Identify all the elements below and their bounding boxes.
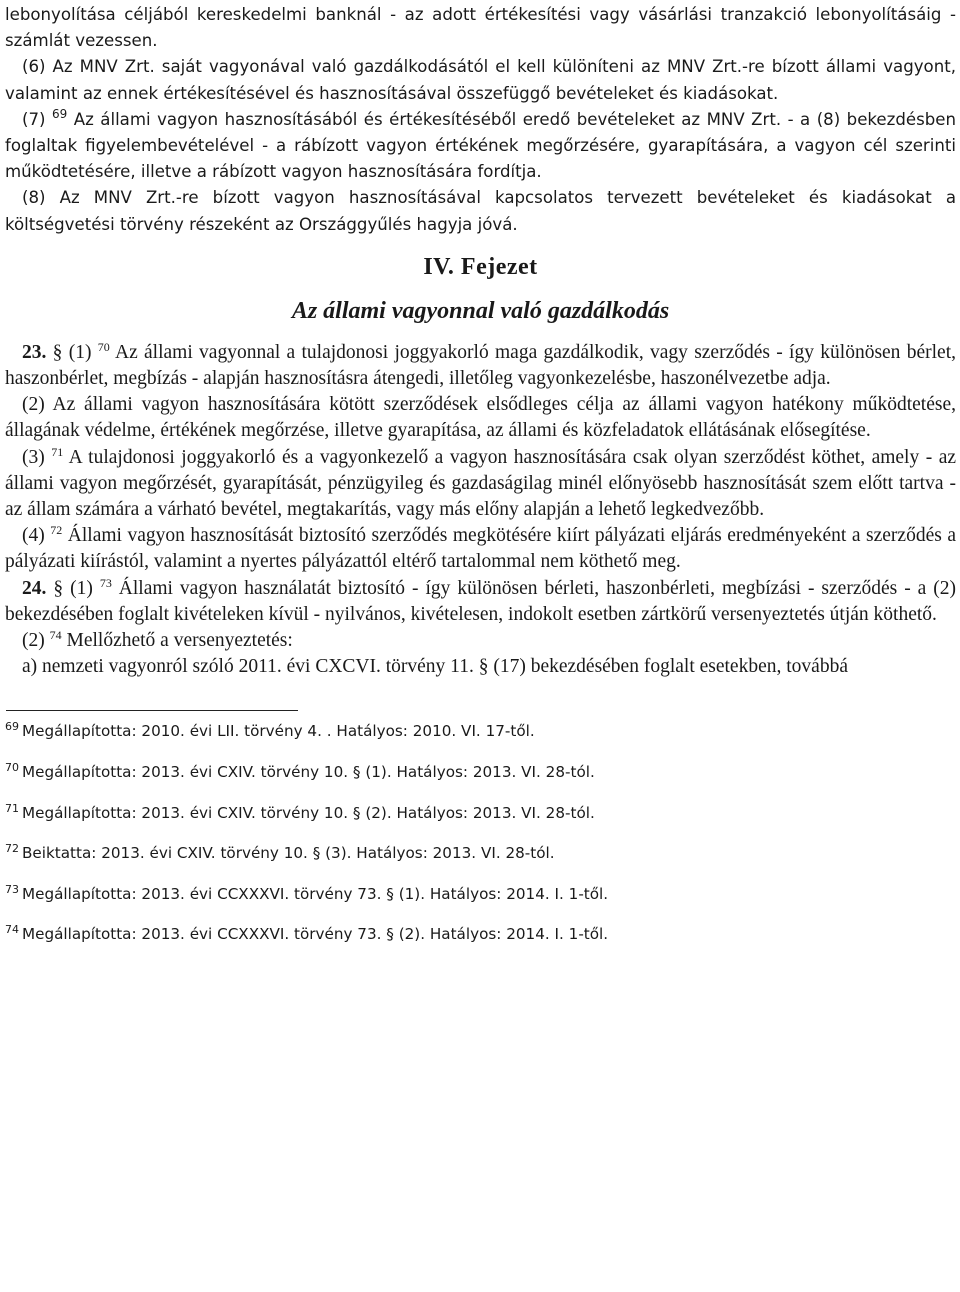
- footnote-text: Megállapította: 2013. évi CCXXXVI. törvény 73. § (2). Hatályos: 2014. I. 1-től.: [22, 925, 609, 944]
- footnote-ref-71[interactable]: 71: [51, 444, 64, 459]
- section-23-number: 23.: [22, 341, 47, 363]
- section-23-paragraph-1: [5, 340, 956, 392]
- section-sign: §: [46, 577, 71, 599]
- paragraph-6: (6) Az MNV Zrt. saját vagyonával való gazdálkodásától el kell különíteni az MNV Zrt.-re bízott állami vagyont, valamint az ennek értékesítésével és hasznosításával összefüggő bevételeket és kiadásokat.: [5, 57, 956, 103]
- section-sign: §: [46, 341, 69, 363]
- section-24-1-text: Állami vagyon használatát biztosító - így különösen bérleti, haszonbérleti, megbízási - szerződés - a (2) bekezdésében foglalt kivételeken kívül - nyilvános, kivételesen, indokolt esetben zártkörű versenyeztetés útján köthető.: [5, 577, 957, 625]
- chapter-number: IV. Fejezet: [423, 253, 538, 280]
- footnote-number: 73: [5, 882, 19, 896]
- footnote-number: 70: [5, 761, 19, 775]
- section-23-4-number: (4): [22, 525, 45, 547]
- section-23-paragraph-2: (2) Az állami vagyon hasznosítására kötött szerződések elsődleges célja az állami vagyon hatékony működtetése, állagának védelme, értékének megőrzése, illetve gyarapítása, az állami és közfeladatok ellátásának elősegítése.: [5, 394, 956, 442]
- section-23-paragraph-4: [5, 523, 956, 575]
- footnote-text: Megállapította: 2010. évi LII. törvény 4. . Hatályos: 2010. VI. 17-től.: [22, 722, 535, 741]
- footnote-number: 74: [5, 923, 19, 937]
- footnotes: [5, 710, 956, 944]
- paragraph-continuation: lebonyolítása céljából kereskedelmi banknál - az adott értékesítési vagy vásárlási tranzakció lebonyolításáig - számlát vezessen.: [5, 5, 956, 51]
- section-23-3-number: (3): [22, 446, 45, 468]
- footnote-ref-74[interactable]: 74: [49, 628, 62, 643]
- footnote-70: [5, 762, 956, 782]
- footnote-text: Megállapította: 2013. évi CXIV. törvény 10. § (2). Hatályos: 2013. VI. 28-tól.: [22, 803, 595, 822]
- footnote-ref-70[interactable]: 70: [97, 339, 110, 354]
- section-23-paragraph-3: [5, 445, 956, 524]
- section-24-point-a: a) nemzeti vagyonról szóló 2011. évi CXCVI. törvény 11. § (17) bekezdésében foglalt esetekben, továbbá: [22, 656, 848, 678]
- section-23-1-number: (1): [68, 341, 92, 363]
- footnote-number: 69: [5, 720, 19, 734]
- footnote-separator: [6, 710, 298, 711]
- section-23-1-text: Az állami vagyonnal a tulajdonosi joggyakorló maga gazdálkodik, vagy szerződés - így különösen bérlet, haszonbérlet, megbízás - alapján hasznosításra átengedi, illetőleg vagyonkezelésbe, haszonélvezetbe adja.: [5, 341, 956, 390]
- footnote-69: [5, 721, 956, 741]
- section-24-2-number: (2): [22, 630, 45, 652]
- footnote-73: [5, 884, 956, 904]
- footnote-ref-73[interactable]: 73: [99, 575, 112, 590]
- footnote-71: [5, 803, 956, 823]
- paragraph-8: (8) Az MNV Zrt.-re bízott vagyon hasznosításával kapcsolatos tervezett bevételeket és kiadásokat a költségvetési törvény részeként az Országgyűlés hagyja jóvá.: [5, 188, 956, 234]
- footnote-72: [5, 843, 956, 863]
- chapter-title: Az állami vagyonnal való gazdálkodás: [291, 297, 670, 324]
- footnote-ref-69[interactable]: 69: [52, 106, 68, 121]
- footnote-text: Megállapította: 2013. évi CCXXXVI. törvény 73. § (1). Hatályos: 2014. I. 1-től.: [22, 884, 609, 903]
- footnote-text: Megállapította: 2013. évi CXIV. törvény 10. § (1). Hatályos: 2013. VI. 28-tól.: [22, 763, 595, 782]
- paragraph-7-text: Az állami vagyon hasznosításából és értékesítéséből eredő bevételeket az MNV Zrt. - a (8) bekezdésben foglaltak figyelembevételével - a rábízott vagyon értékének megőrzésére, gyarapítására, a vagyon cél szerinti működtetésére, illetve a rábízott vagyon hasznosítására fordítja.: [5, 109, 956, 182]
- section-24-2-text: Mellőzhető a versenyeztetés:: [61, 630, 293, 652]
- section-24-number: 24.: [22, 577, 47, 599]
- footnote-text: Beiktatta: 2013. évi CXIV. törvény 10. § (3). Hatályos: 2013. VI. 28-tól.: [22, 844, 555, 863]
- paragraph-7: [5, 107, 956, 186]
- footnote-74: [5, 924, 956, 944]
- section-23-3-text: A tulajdonosi joggyakorló és a vagyonkezelő a vagyon hasznosítására csak olyan szerződést köthet, amely - az állami vagyon megőrzését, gyarapítását, pénzügyileg és gazdaságilag minél előnyösebb hasznosítását szem előtt tartva - az állam számára a várható bevétel, megtakarítás, vagy más előny alapján a lehető legkedvezőbb.: [5, 446, 956, 521]
- footnote-number: 72: [5, 842, 19, 856]
- section-24-paragraph-2: [5, 628, 956, 654]
- section-24-paragraph-1: [5, 576, 956, 628]
- footnote-ref-72[interactable]: 72: [50, 523, 63, 538]
- section-23-4-text: Állami vagyon hasznosítását biztosító szerződés megkötésére kiírt pályázati eljárás eredményeként a szerződés a pályázati kiírástól, valamint a nyertes pályázattól eltérő tartalommal nem köthető meg.: [5, 525, 957, 573]
- paragraph-7-number: (7): [22, 109, 46, 129]
- footnote-number: 71: [5, 801, 19, 815]
- section-24-1-number: (1): [70, 577, 93, 599]
